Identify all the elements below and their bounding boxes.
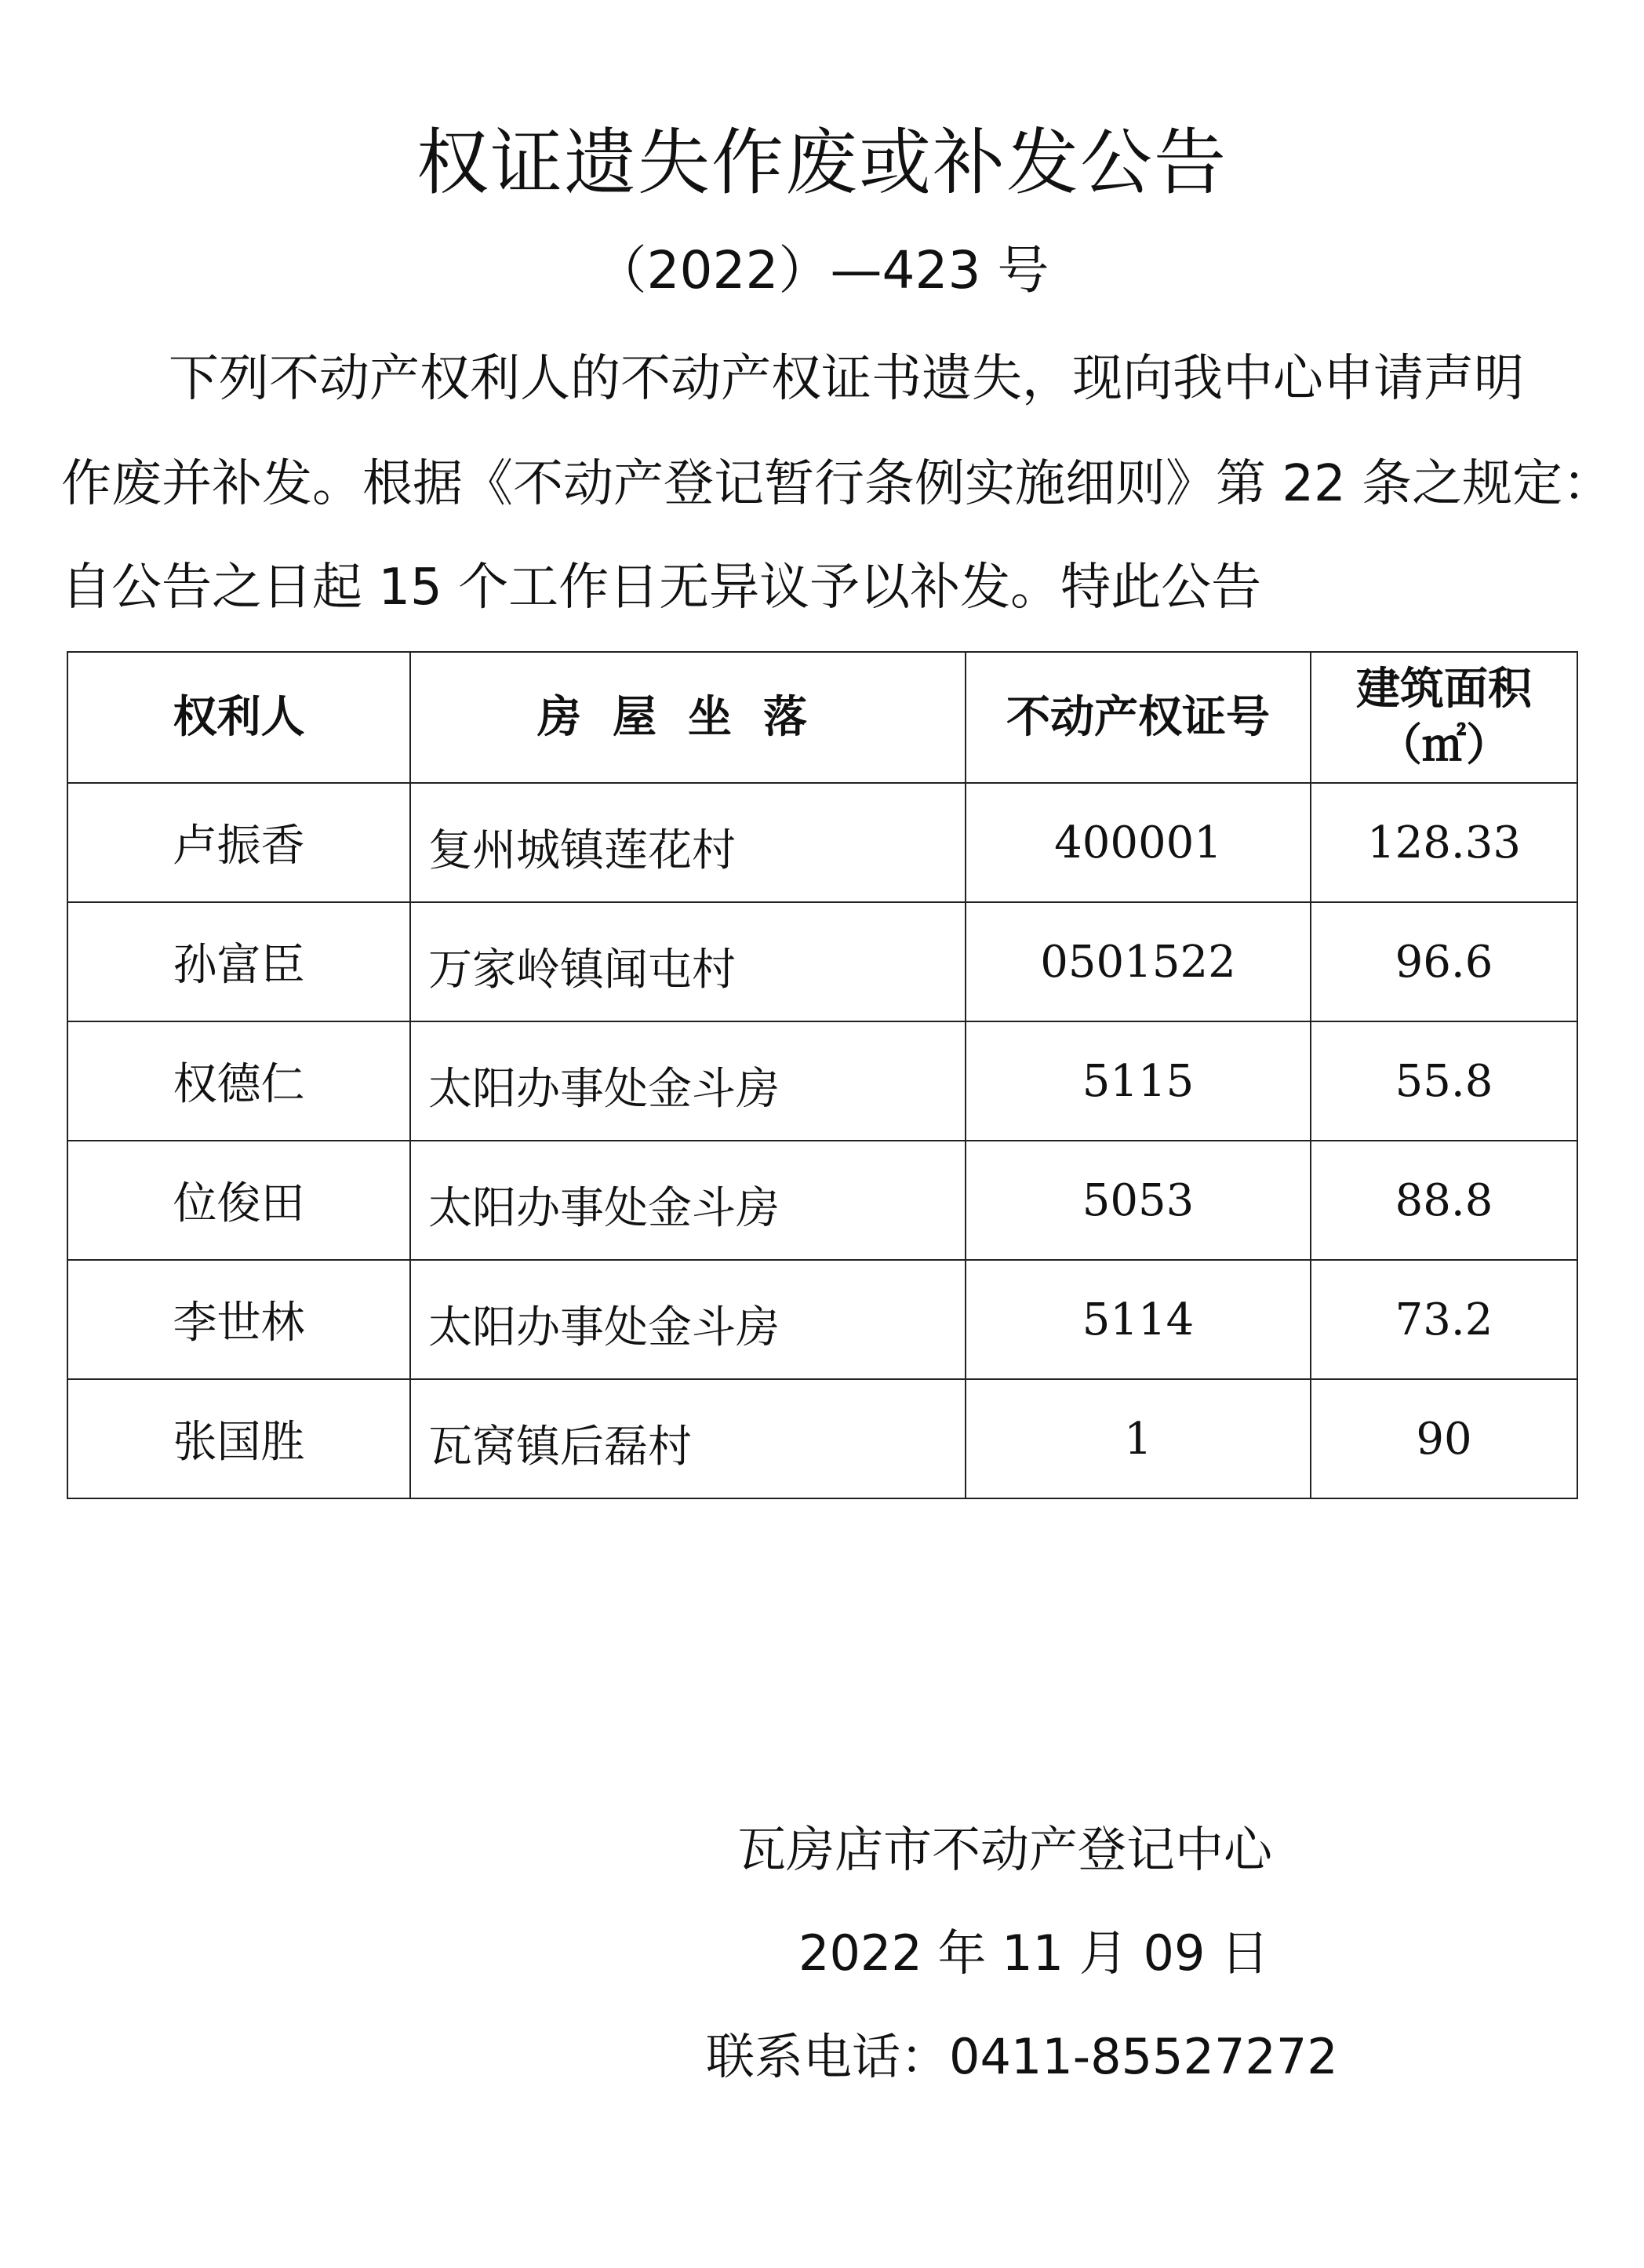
issue-date: 2022 年 11 月 09 日 (798, 1924, 1270, 1982)
cell-address (410, 1141, 966, 1260)
cell-address-text: 万家岭镇闻屯村 (428, 945, 736, 996)
cell-cert-no: 400001 (966, 783, 1311, 902)
cell-owner: 李世林 (67, 1260, 410, 1379)
cell-cert-no: 1 (966, 1379, 1311, 1498)
cell-address (410, 1379, 966, 1498)
cell-area: 73.2 (1311, 1260, 1577, 1379)
table-row (67, 902, 1577, 1021)
notice-body-line-3: 自公告之日起 15 个工作日无异议予以补发。特此公告 (61, 559, 1262, 617)
header-area-label: 建筑面积 (1356, 663, 1532, 715)
cell-area: 88.8 (1311, 1141, 1577, 1260)
header-area-unit: （㎡） (1378, 719, 1510, 771)
records-table (67, 651, 1578, 1499)
cell-owner: 张国胜 (67, 1379, 410, 1498)
table-row (67, 1260, 1577, 1379)
cell-cert-no: 0501522 (966, 902, 1311, 1021)
cell-cert-no: 5053 (966, 1141, 1311, 1260)
table-header-row (67, 652, 1577, 783)
header-owner: 权利人 (67, 652, 410, 783)
cell-area: 128.33 (1311, 783, 1577, 902)
cell-address-text: 复州城镇莲花村 (428, 825, 736, 876)
notice-body-line-1: 下列不动产权利人的不动产权证书遗失，现向我中心申请声明 (169, 350, 1524, 408)
cell-owner: 卢振香 (67, 783, 410, 902)
cell-address (410, 1021, 966, 1141)
issuing-organization: 瓦房店市不动产登记中心 (737, 1821, 1273, 1878)
cell-address-text: 瓦窝镇后磊村 (428, 1422, 692, 1473)
table-row (67, 1379, 1577, 1498)
cell-cert-no: 5114 (966, 1260, 1311, 1379)
contact-phone: 联系电话：0411-85527272 (706, 2028, 1338, 2085)
table-row (67, 783, 1577, 902)
cell-cert-no: 5115 (966, 1021, 1311, 1141)
cell-address-text: 太阳办事处金斗房 (428, 1183, 780, 1234)
notice-number: （2022）—423 号 (595, 240, 1049, 300)
table-row (67, 1141, 1577, 1260)
cell-address-text: 太阳办事处金斗房 (428, 1064, 780, 1115)
cell-area: 90 (1311, 1379, 1577, 1498)
header-area (1311, 652, 1577, 783)
cell-area: 55.8 (1311, 1021, 1577, 1141)
cell-address-text: 太阳办事处金斗房 (428, 1302, 780, 1353)
header-address: 房屋坐落 (410, 652, 966, 783)
notice-body-line-2: 作废并补发。根据《不动产登记暂行条例实施细则》第 22 条之规定： (61, 455, 1613, 513)
header-cert-no: 不动产权证号 (966, 652, 1311, 783)
cell-area: 96.6 (1311, 902, 1577, 1021)
notice-title: 权证遗失作废或补发公告 (416, 121, 1228, 205)
cell-owner: 孙富臣 (67, 902, 410, 1021)
cell-address (410, 1260, 966, 1379)
cell-address (410, 902, 966, 1021)
cell-address (410, 783, 966, 902)
cell-owner: 权德仁 (67, 1021, 410, 1141)
table-row (67, 1021, 1577, 1141)
cell-owner: 位俊田 (67, 1141, 410, 1260)
